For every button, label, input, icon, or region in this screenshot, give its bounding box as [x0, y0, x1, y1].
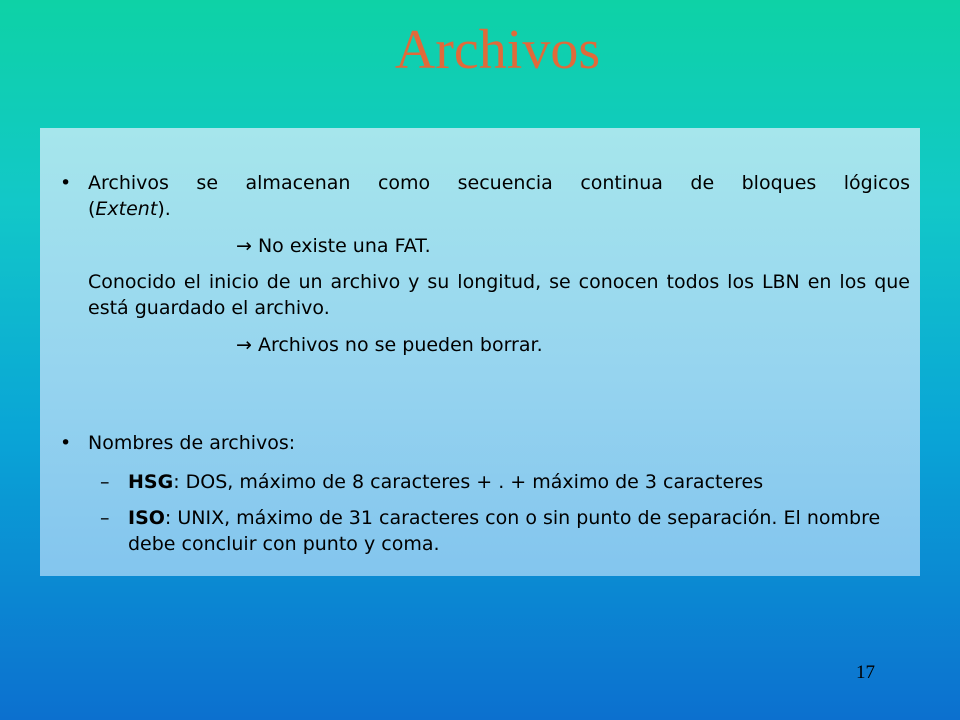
bullet-marker: •	[60, 172, 72, 194]
no-delete-note: → Archivos no se pueden borrar.	[236, 334, 543, 356]
hsg-item: HSG: DOS, máximo de 8 caracteres + . + máximo de 3 caracteres	[128, 471, 764, 493]
iso-item: ISO: UNIX, máximo de 31 caracteres con o sin punto de separación. El nombre debe concluir con punto y coma.	[128, 507, 881, 555]
hsg-label: HSG	[128, 471, 174, 493]
dash-marker: –	[100, 471, 110, 493]
slide-number: 17	[856, 662, 875, 683]
extent-description-line1: Archivos se almacenan como secuencia continua de bloques lógicos	[88, 172, 910, 194]
extent-term: Extent	[95, 198, 158, 220]
bullet-marker: •	[60, 432, 72, 454]
no-fat-note: → No existe una FAT.	[236, 235, 431, 257]
dash-marker: –	[100, 507, 110, 529]
arrow-icon: →	[236, 235, 252, 257]
iso-label: ISO	[128, 507, 165, 529]
filenames-heading: Nombres de archivos:	[88, 432, 296, 454]
slide-title: Archivos	[394, 19, 601, 81]
lbn-paragraph: Conocido el inicio de un archivo y su longitud, se conocen todos los LBN en los que está guardado el archivo.	[88, 271, 910, 319]
extent-description-line2: (Extent).	[88, 198, 171, 220]
content-panel	[40, 128, 920, 576]
arrow-icon: →	[236, 334, 252, 356]
